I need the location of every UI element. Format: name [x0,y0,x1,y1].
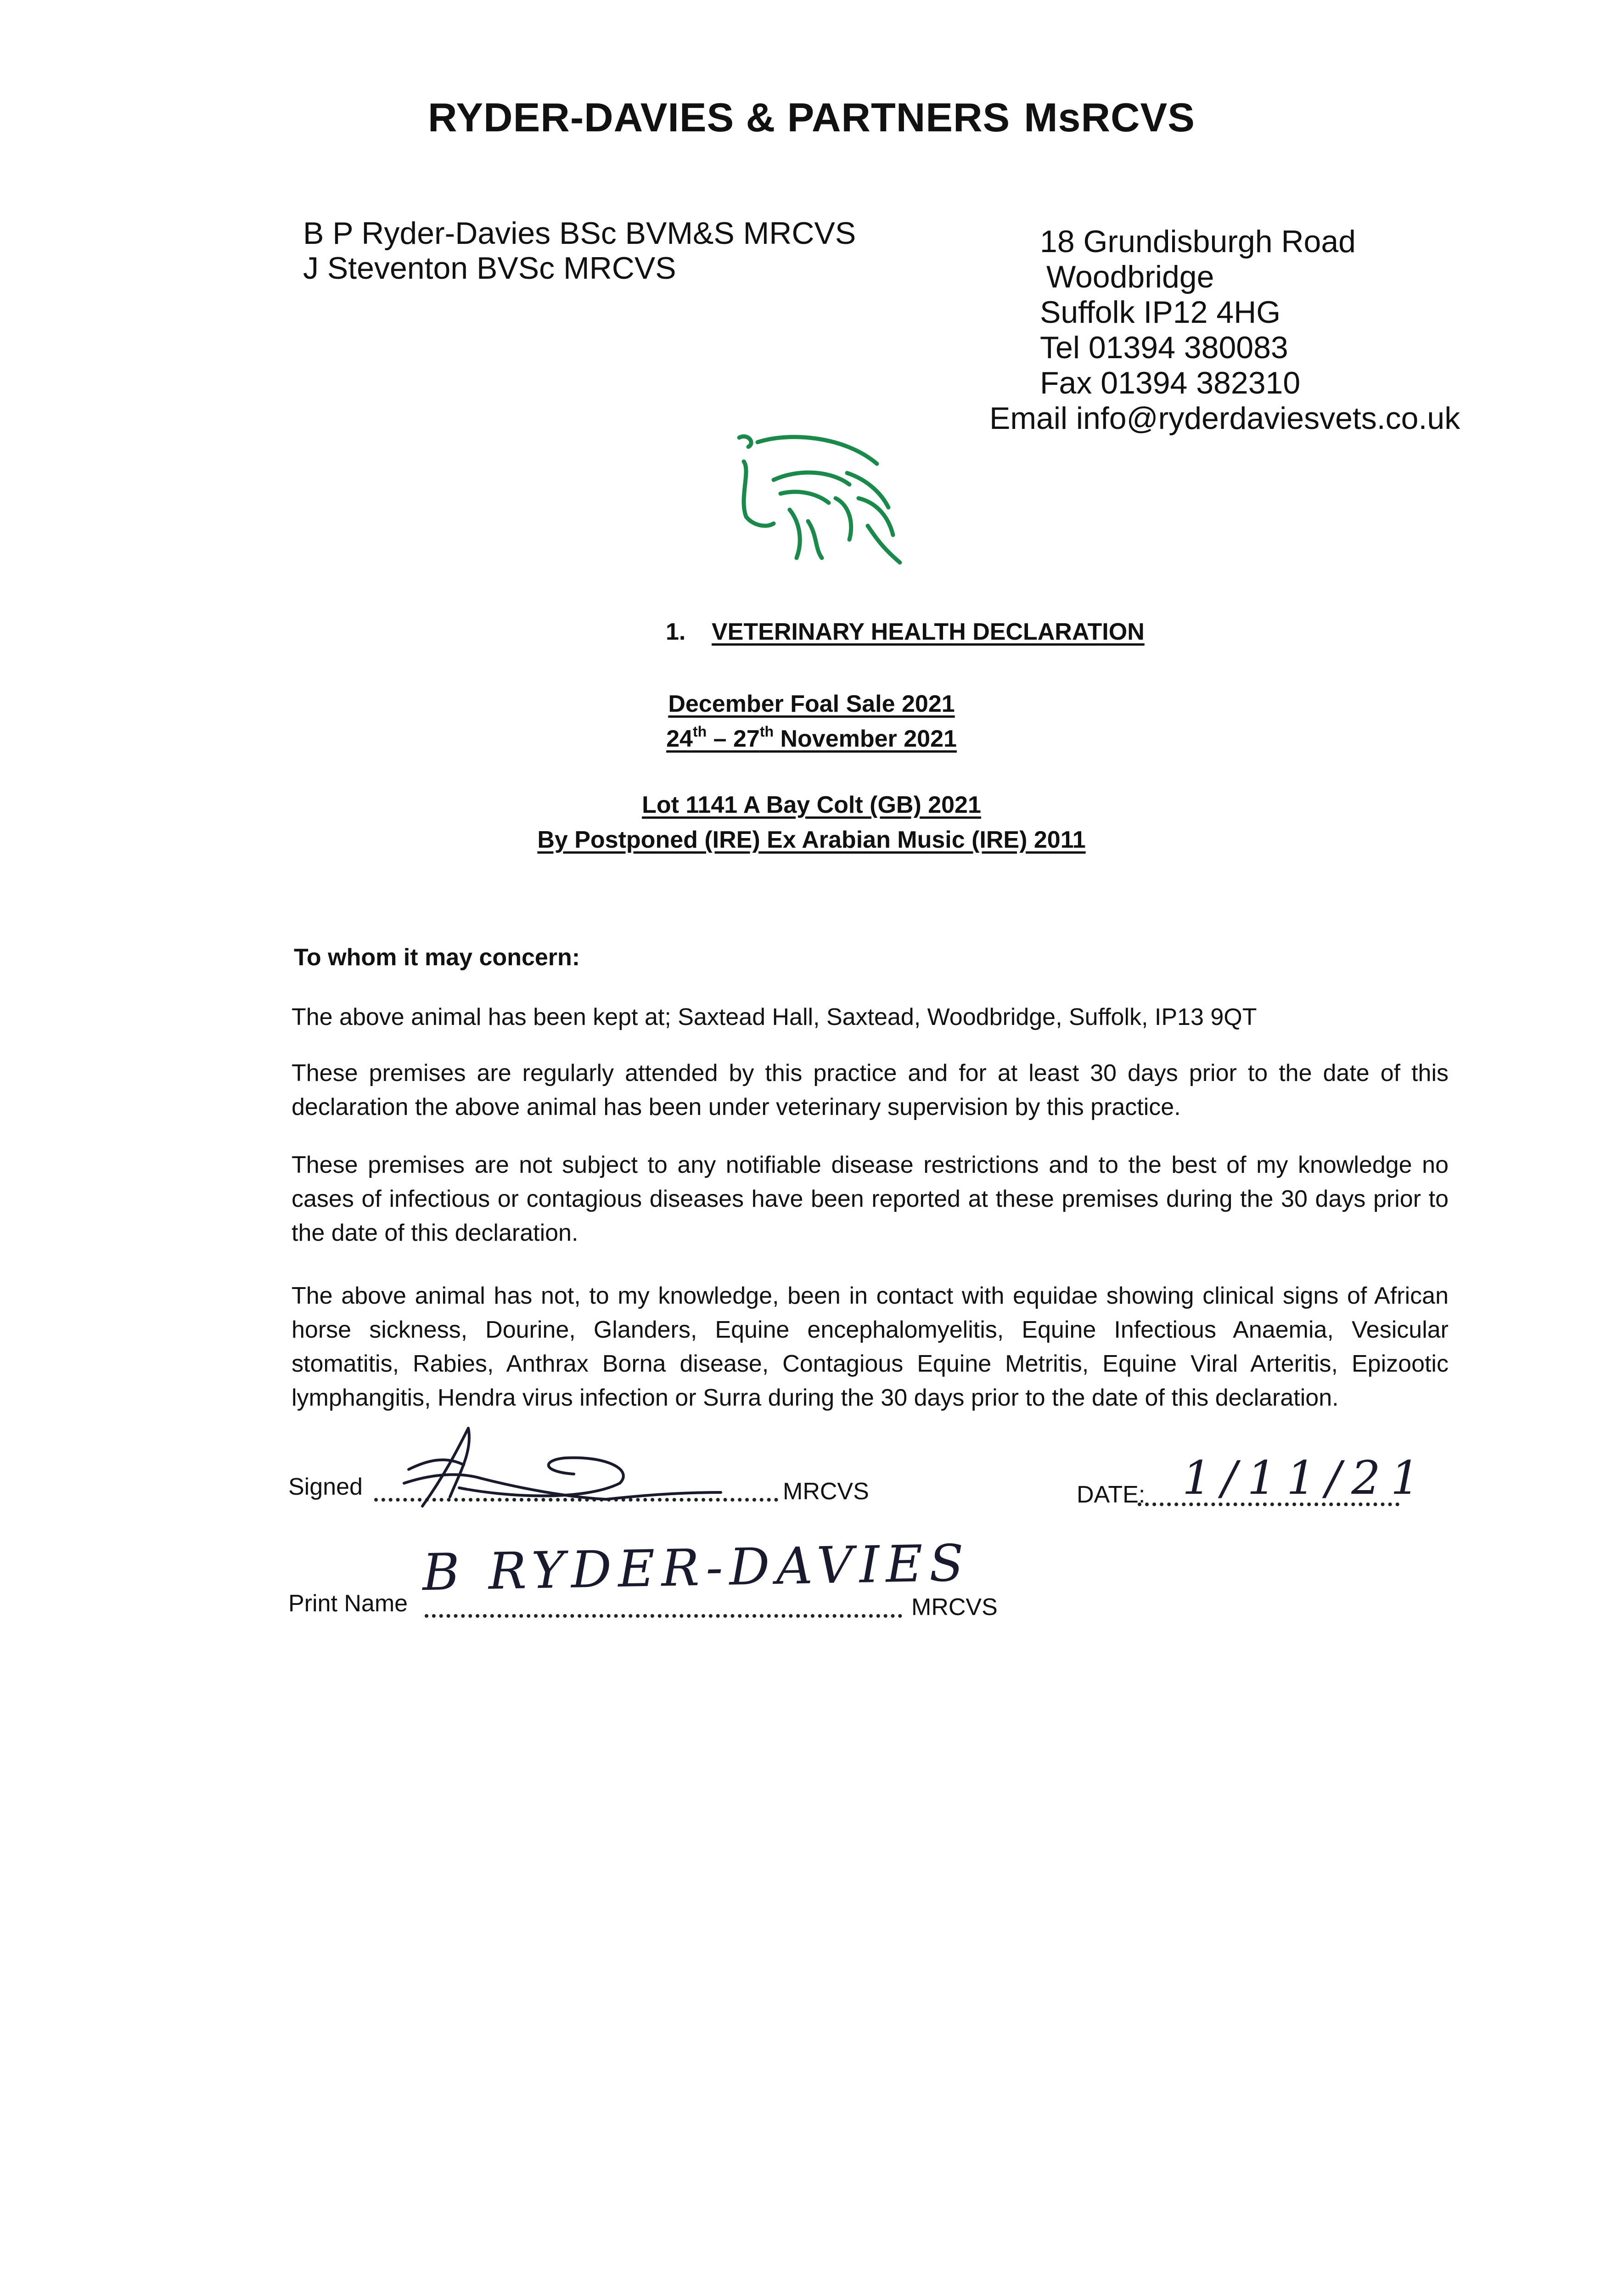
paragraph-premises: The above animal has been kept at; Saxtead Hall, Saxtead, Woodbridge, Suffolk, IP13 9QT [292,1004,1257,1030]
lot-heading [0,788,1623,857]
declaration-title: VETERINARY HEALTH DECLARATION [712,619,1145,645]
address-county: Suffolk IP12 4HG [1040,295,1281,330]
address-email: Email info@ryderdaviesvets.co.uk [989,401,1460,436]
signed-label: Signed [288,1474,363,1500]
firm-suffix: MsRCVS [1024,95,1195,140]
print-name-handwritten: B RYDER-DAVIES [421,1533,971,1602]
paragraph-contact: The above animal has not, to my knowledge, been in contact with equidae showing clinical signs of African horse sickness, Dourine, Glanders, Equine encephalomyelitis, Equine Infectious Anaemia, Vesicular stomatitis, Rabies, Anthrax Borna disease, Contagious Equine Metritis, Equine Viral Arteritis, Epizootic lymphangitis, Hendra virus infection or Surra during the 30 days prior to the date of this declaration. [292,1283,1449,1411]
address-street: 18 Grundisburgh Road [1040,224,1356,259]
date-handwritten: 1/11/21 [1182,1451,1430,1505]
address-town: Woodbridge [1046,259,1214,294]
sale-heading [0,687,1623,756]
date-label: DATE: [1077,1481,1146,1508]
horse-head-logo-icon [730,429,923,581]
signed-suffix: MRCVS [783,1478,869,1505]
lot-pedigree: By Postponed (IRE) Ex Arabian Music (IRE) 2011 [537,827,1086,853]
address-tel: Tel 01394 380083 [1040,330,1288,365]
partners-list [303,216,856,286]
lot-description: Lot 1141 A Bay Colt (GB) 2021 [642,792,981,818]
firm-name-text: RYDER-DAVIES & PARTNERS [428,95,1011,140]
print-name-label: Print Name [288,1590,408,1617]
partner-2: J Steventon BVSc MRCVS [303,251,676,286]
practice-address [989,224,1460,436]
address-fax: Fax 01394 382310 [1040,366,1301,400]
declaration-number: 1. [666,619,686,645]
paragraph-supervision: These premises are regularly attended by this practice and for at least 30 days prior to the date of this declaration the above animal has been under veterinary supervision by this practice. [292,1060,1449,1120]
print-name-suffix: MRCVS [911,1594,998,1621]
signature-scribble [390,1419,758,1511]
partner-1: B P Ryder-Davies BSc BVM&S MRCVS [303,216,856,251]
sale-dates: 24th – 27th November 2021 [666,723,957,752]
firm-name [0,94,1623,141]
sale-name: December Foal Sale 2021 [668,691,955,717]
paragraph-restrictions: These premises are not subject to any notifiable disease restrictions and to the best of my knowledge no cases of infectious or contagious diseases have been reported at these premises during the 30 days prior to the date of this declaration. [292,1152,1449,1246]
salutation: To whom it may concern: [294,944,580,971]
print-name-dotted-line [425,1614,902,1618]
